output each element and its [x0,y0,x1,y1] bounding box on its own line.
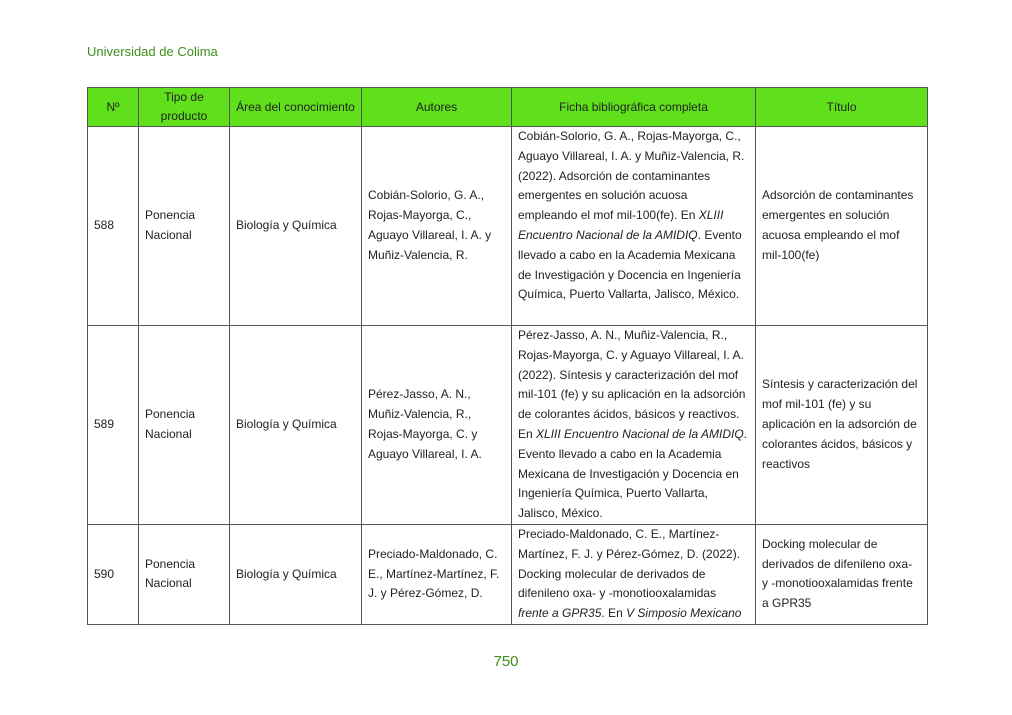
ficha-segment: . Evento llevado a cabo en la Academia Mexicana de Investigación y Docencia en Ingeniería Química, Puerto Vallarta, Jalisco, México. [518,426,748,521]
col-header-tipo: Tipo de producto [139,88,230,127]
table-row [88,127,928,326]
page-number: 750 [493,653,519,670]
ficha-segment: V Simposio Mexicano [626,606,742,621]
table-header-row [88,88,928,127]
institution-header: Universidad de Colima [87,44,218,59]
ficha-segment: XLIII Encuentro Nacional de la AMIDIQ [536,426,744,441]
cell-tipo: Ponencia Nacional [139,524,230,624]
col-header-ficha: Ficha bibliográfica completa [512,88,756,127]
ficha-segment: Pérez-Jasso, A. N., Muñiz-Valencia, R., Rojas-Mayorga, C. y Aguayo Villareal, I. A. (2022). Síntesis y caracterización del mof mil-101 (fe) y su aplicación en la adsorción de colorantes ácidos, básicos y reactivos. En [518,328,746,441]
col-header-area: Área del conocimiento [230,88,362,127]
table-row [88,524,928,624]
cell-titulo: Docking molecular de derivados de difenileno oxa- y -monotiooxalamidas frente a GPR35 [756,524,928,624]
cell-area: Biología y Química [230,326,362,525]
cell-autores: Preciado-Maldonado, C. E., Martínez-Martínez, F. J. y Pérez-Gómez, D. [362,524,512,624]
cell-titulo: Síntesis y caracterización del mof mil-101 (fe) y su aplicación en la adsorción de colorantes ácidos, básicos y reactivos [756,326,928,525]
cell-autores: Cobián-Solorio, G. A., Rojas-Mayorga, C., Aguayo Villareal, I. A. y Muñiz-Valencia, R. [362,127,512,326]
col-header-titulo: Título [756,88,928,127]
ficha-segment: Cobián-Solorio, G. A., Rojas-Mayorga, C., Aguayo Villareal, I. A. y Muñiz-Valencia, R. (2022). Adsorción de contaminantes emergentes en solución acuosa empleando el mof mil-100(fe). En [518,129,745,223]
cell-area: Biología y Química [230,127,362,326]
col-header-no: Nº [88,88,139,127]
ficha-segment: XLIII Encuentro Nacional de la AMIDIQ [518,208,724,242]
cell-no: 589 [88,326,139,525]
cell-ficha [512,524,756,624]
cell-area: Biología y Química [230,524,362,624]
ficha-segment: . Evento llevado a cabo en la Academia Mexicana de Investigación y Docencia en Ingeniería Química, Puerto Vallarta, Jalisco, México. [518,227,742,302]
ficha-segment: Preciado-Maldonado, C. E., Martínez-Martínez, F. J. y Pérez-Gómez, D. (2022). Docking molecular de derivados de difenileno oxa- y -monotiooxalamidas [518,526,741,601]
table-row [88,326,928,525]
cell-ficha [512,127,756,326]
cell-tipo: Ponencia Nacional [139,326,230,525]
cell-tipo: Ponencia Nacional [139,127,230,326]
col-header-autores: Autores [362,88,512,127]
ficha-segment: frente a GPR35 [518,606,602,621]
cell-no: 590 [88,524,139,624]
ficha-segment: . En [601,606,627,621]
cell-titulo: Adsorción de contaminantes emergentes en solución acuosa empleando el mof mil-100(fe) [756,127,928,326]
publications-table [87,87,928,625]
cell-no: 588 [88,127,139,326]
cell-ficha [512,326,756,525]
cell-autores: Pérez-Jasso, A. N., Muñiz-Valencia, R., Rojas-Mayorga, C. y Aguayo Villareal, I. A. [362,326,512,525]
